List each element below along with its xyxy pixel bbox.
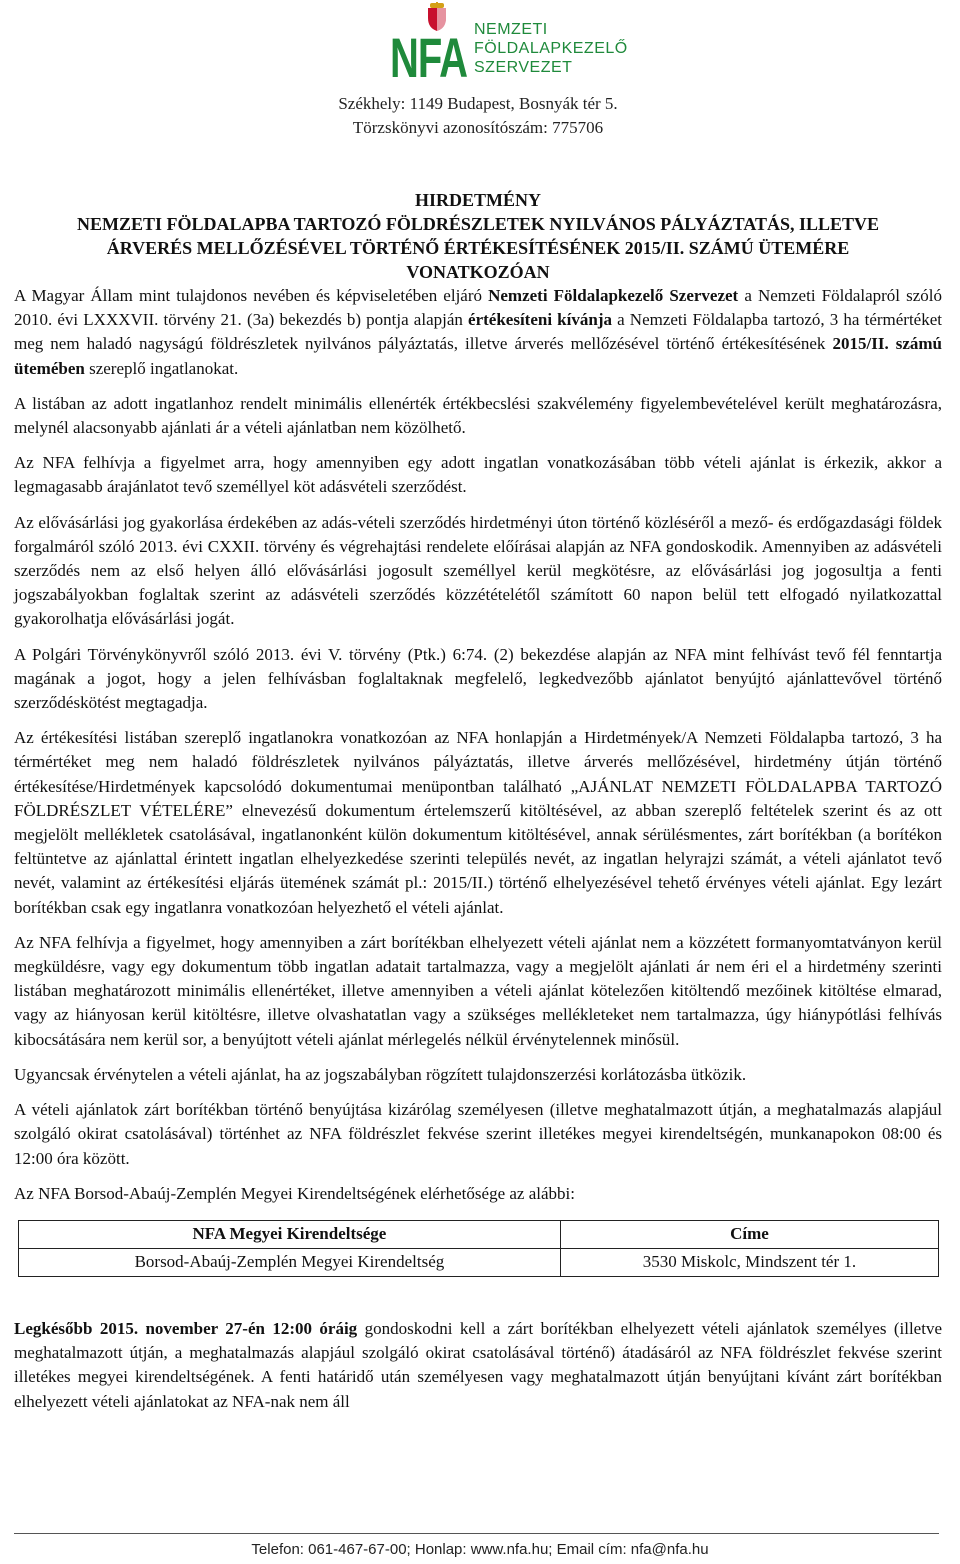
intro-intent: értékesíteni kívánja	[468, 310, 612, 330]
logo-line-2: FÖLDALAPKEZELŐ	[474, 40, 628, 57]
deadline-text: gondoskodni kell a zárt borítékban elhelyezett vételi ajánlatok személyes (illetve meghatalmazott útján, a meghatalmazás alapjául szolgáló okirat csatolásával történő) átadásáról az NFA földrészlet fekvése szerint illetékes megyei kirendeltségének. A fenti határidő után személyesen vagy meghatalmazott útján benyújtani kívánt zárt borítékban elhelyezett vételi ajánlatokat az NFA-nak nem áll	[14, 1318, 942, 1411]
footer-contact: Telefon: 061-467-67-00; Honlap: www.nfa.hu; Email cím: nfa@nfa.hu	[251, 1541, 709, 1558]
table-header-row	[19, 1220, 939, 1248]
announcement-title	[14, 188, 942, 284]
table-cell-office: Borsod-Abaúj-Zemplén Megyei Kirendeltség	[19, 1248, 561, 1276]
intro-text-2: a Nemzeti Földalapról szóló 2010. évi LXXXVII. törvény 21. (3a) bekezdés b) pontja alapján	[14, 286, 943, 330]
paragraph-preemption: Az elővásárlási jog gyakorlása érdekében az adás-vételi szerződés hirdetményi úton történő közléséről a mező- és erdőgazdasági földek forgalmáról szóló 2013. évi CXXII. törvény és végrehajtási rendelete előírásai alapján az NFA gondoskodik. Amennyiben az adásvételi szerződés nem az első helyen álló elővásárlási jogosult személlyel kerül megkötésre, az elővásárlási jog jogosultja a fenti jogszabályokban foglaltak szerint az adásvételi szerződés közzétételétől számított 60 napon belül tett elfogadó nyilatkozattal gyakorolhatja elővásárlási jogát.	[14, 512, 942, 629]
registry-number: Törzskönyvi azonosítószám: 775706	[352, 118, 604, 137]
table-header-office: NFA Megyei Kirendeltsége	[19, 1220, 561, 1248]
paragraph-submission-form: Az értékesítési listában szereplő ingatlanokra vonatkozóan az NFA honlapján a Hirdetmények/A Nemzeti Földalapba tartozó, 3 ha térmértéket meg nem haladó földrészletek nyilvános pályáztatás, illetve árverés mellőzésével, hirdetmény útján történő értékesítése/Hirdetmények kapcsolódó dokumentumai menüpontban található „AJÁNLAT NEMZETI FÖLDALAPBA TARTOZÓ FÖLDRÉSZLET VÉTELÉRE” elnevezésű dokumentum értelemszerű kitöltésével, az abban szereplő feltételek szerint és az ott megjelölt mellékletek csatolásával, ingatlanonként külön dokumentum kitöltésével, annak sérülésmentes, zárt borítékban (a borítékon feltüntetve az ajánlattal érintett ingatlan elhelyezkedése szerinti település nevét, az ingatlan helyrajzi számát, a vételi ajánlatot tevő nevét, valamint az értékesítési eljárás ütemének számát pl.: 2015/II.) történő elhelyezésével tehető érvényes vételi ajánlat. Egy lezárt borítékban csak egy ingatlanra vonatkozóan helyezhető el vételi ajánlat.	[14, 728, 942, 917]
paragraph-highest-bid: Az NFA felhívja a figyelmet arra, hogy amennyiben egy adott ingatlan vonatkozásában több vételi ajánlat is érkezik, akkor a legmagasabb árajánlatot tevő személlyel köt adásvételi szerződést.	[14, 453, 942, 497]
table-cell-address: 3530 Miskolc, Mindszent tér 1.	[560, 1248, 938, 1276]
table-row	[19, 1248, 939, 1276]
table-header-address: Címe	[560, 1220, 938, 1248]
logo-abbreviation: NFA	[390, 28, 467, 90]
intro-text-1: A Magyar Állam mint tulajdonos nevében és képviseletében eljáró	[14, 286, 489, 305]
deadline-paragraph	[14, 1317, 942, 1414]
intro-org-name: Nemzeti Földalapkezelő Szervezet	[488, 286, 739, 305]
paragraph-office-contact: Az NFA Borsod-Abaúj-Zemplén Megyei Kirendeltségének elérhetősége az alábbi:	[14, 1183, 575, 1203]
logo-line-1: NEMZETI	[474, 21, 548, 38]
title-line-4: VONATKOZÓAN	[406, 262, 550, 282]
office-table	[18, 1220, 939, 1277]
paragraph-restriction: Ugyancsak érvénytelen a vételi ajánlat, ha az jogszabályban rögzített tulajdonszerzési korlátozásba ütközik.	[14, 1064, 747, 1084]
organization-info	[14, 92, 942, 140]
paragraph-min-price: A listában az adott ingatlanhoz rendelt minimális ellenérték értékbecslési szakvélemény figyelembevételével került meghatározásra, melynél alacsonyabb ajánlati ár a vételi ajánlatban nem közölhető.	[14, 393, 942, 438]
intro-schedule: 2015/II. számú ütemében	[14, 334, 943, 378]
intro-text-3: a Nemzeti Földalapba tartozó, 3 ha térmértéket meg nem haladó nagyságú földrészletek nyilvános pályáztatás, illetve árverés mellőzésével történő értékesítésének	[14, 310, 942, 354]
paragraph-invalid-offers: Az NFA felhívja a figyelmet, hogy amennyiben a zárt borítékban elhelyezett vételi ajánlat nem a közzétett formanyomtatványon kerül megküldésre, vagy egy dokumentum több ingatlan adatait tartalmazza, vagy a megjelölt ajánlati ár nem éri el a hirdetmény szerinti listában meghatározott minimális ellenértéket, illetve amennyiben a vételi ajánlat kötelezően kitöltendő mezőinek kitöltése elmarad, vagy az hiányosan kerül kitöltésre, illetve olvashatatlan vagy a szükséges mellékleteket nem tartalmazza, úgy hiánypótlási felhívás kibocsátására nem kerül sor, a benyújtott vételi ajánlat mérlegelés nélkül érvénytelennek minősül.	[14, 932, 942, 1049]
logo-line-3: SZERVEZET	[474, 59, 573, 76]
intro-paragraph	[14, 284, 942, 381]
title-line-1: HIRDETMÉNY	[414, 190, 541, 210]
paragraph-civil-code: A Polgári Törvénykönyvről szóló 2013. évi V. törvény (Ptk.) 6:74. (2) bekezdése alapján az NFA mint felhívást tevő fél fenntartja magának a jogot, hogy a jelen felhívásban foglaltaknak megfelelő, legkedvezőbb ajánlatot benyújtó ajánlattevővel történő szerződéskötést megtagadja.	[14, 644, 942, 713]
deadline-date: Legkésőbb 2015. november 27-én 12:00 óráig	[14, 1318, 358, 1338]
seat-address: Székhely: 1149 Budapest, Bosnyák tér 5.	[338, 94, 618, 113]
footer-divider	[14, 1533, 939, 1534]
logo-wordmark	[474, 20, 628, 77]
title-line-3: ÁRVERÉS MELLŐZÉSÉVEL TÖRTÉNŐ ÉRTÉKESÍTÉSÉNEK 2015/II. SZÁMÚ ÜTEMÉRE	[106, 238, 850, 258]
nfa-logo	[390, 2, 650, 88]
header-logo-area	[14, 0, 942, 92]
title-line-2: NEMZETI FÖLDALAPBA TARTOZÓ FÖLDRÉSZLETEK NYILVÁNOS PÁLYÁZTATÁS, ILLETVE	[76, 214, 880, 234]
intro-text-4: szereplő ingatlanokat.	[84, 358, 239, 378]
paragraph-personal-submission: A vételi ajánlatok zárt borítékban történő benyújtása kizárólag személyesen (illetve meghatalmazott útján, a meghatalmazás alapjául szolgáló okirat csatolásával) történhet az NFA földrészlet fekvése szerint illetékes megyei kirendeltségén, munkanapokon 08:00 és 12:00 óra között.	[14, 1100, 942, 1168]
document-page	[14, 0, 942, 1414]
